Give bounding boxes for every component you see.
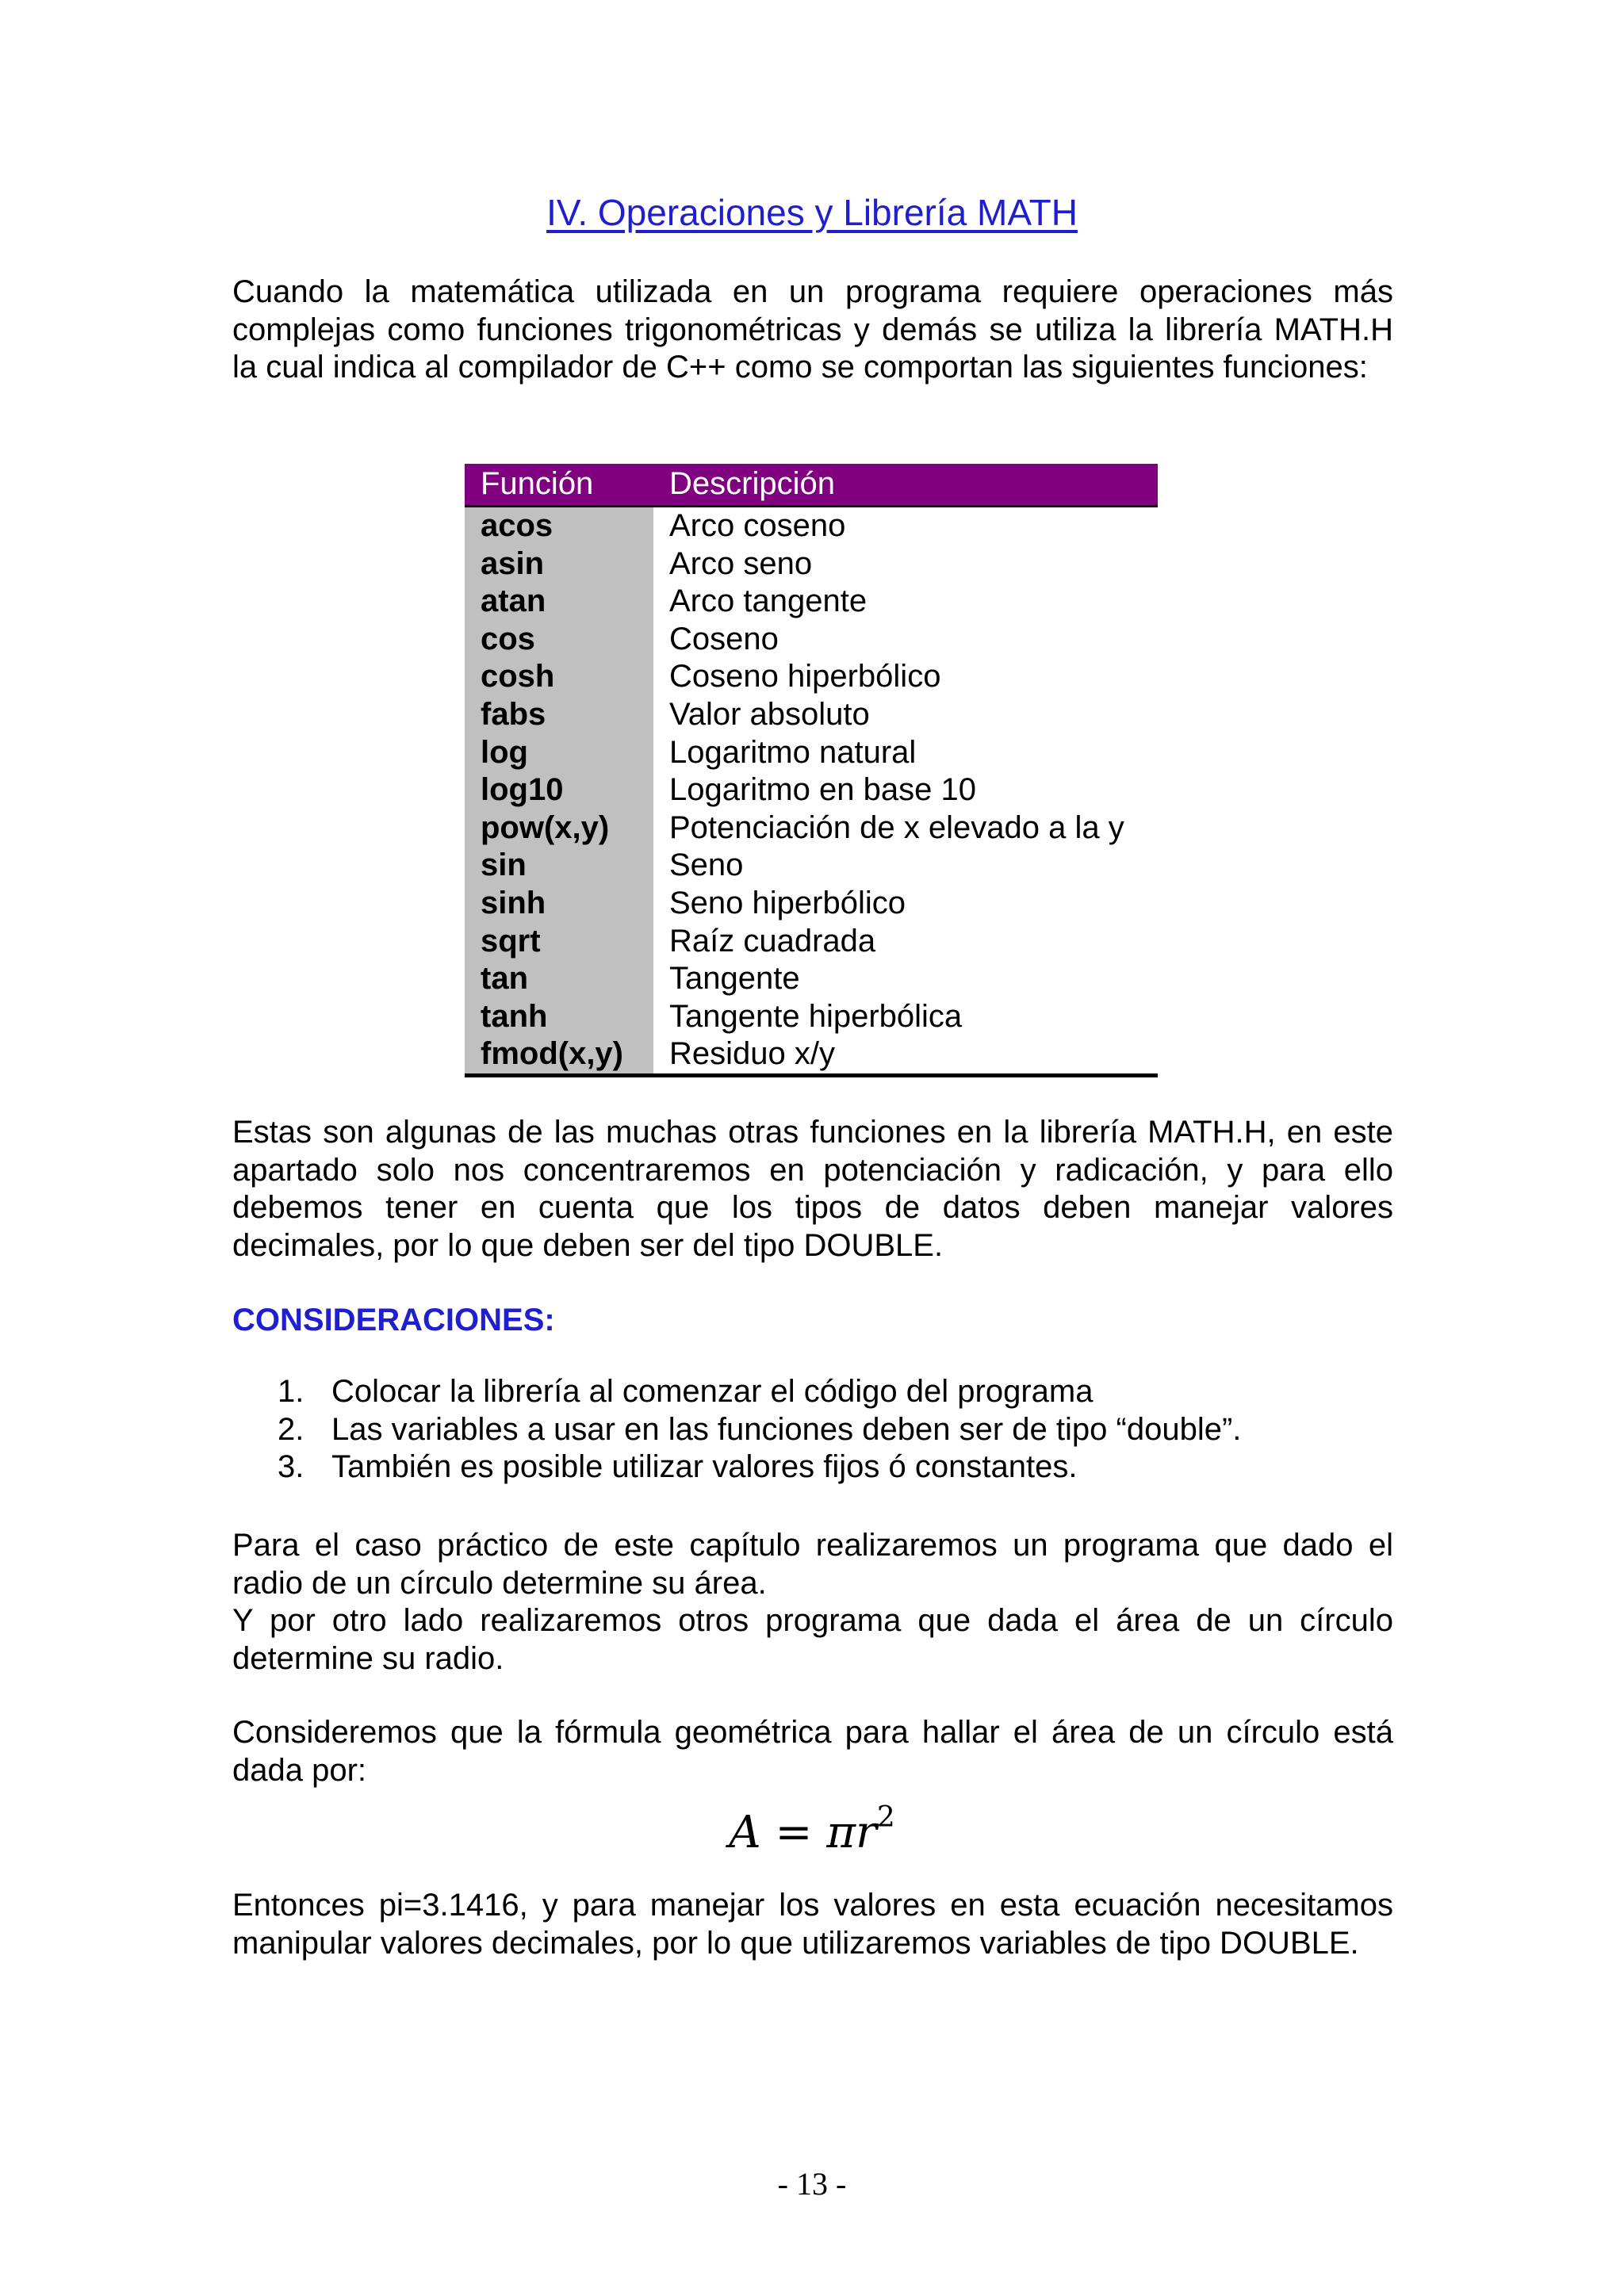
function-description-cell: Tangente [669, 961, 800, 997]
closing-block [232, 1887, 1393, 1962]
function-name-cell: sqrt [465, 923, 653, 961]
formula-exponent: 2 [876, 1801, 895, 1834]
table-body [465, 507, 1158, 1076]
table-row [465, 658, 1158, 696]
formula-lhs: A [729, 1807, 761, 1858]
table-row [465, 696, 1158, 734]
formula-intro-block [232, 1714, 1393, 1789]
table-row [465, 545, 1158, 584]
list-item [278, 1411, 1241, 1449]
list-item-text: También es posible utilizar valores fijos ó constantes. [331, 1449, 1078, 1484]
table-row [465, 923, 1158, 961]
function-description-cell: Seno [669, 848, 744, 883]
function-description-cell: Logaritmo natural [669, 734, 917, 770]
list-item-number: 2. [278, 1411, 304, 1447]
table-row [465, 998, 1158, 1036]
function-name-cell: cos [465, 621, 653, 659]
table-row [465, 885, 1158, 923]
function-name-cell: cosh [465, 658, 653, 696]
intro-paragraph: Cuando la matemática utilizada en un programa requiere operaciones más complejas como funciones trigonométricas y demás se utiliza la librería MATH.H la cual indica al compilador de C++ como se comportan las siguientes funciones: [232, 274, 1393, 385]
math-functions-table [465, 464, 1158, 1077]
function-name-cell: fabs [465, 696, 653, 734]
table-row [465, 1035, 1158, 1075]
formula-intro-paragraph: Consideremos que la fórmula geométrica para hallar el área de un círculo está dada por: [232, 1715, 1393, 1788]
list-item-text: Colocar la librería al comenzar el código del programa [331, 1374, 1094, 1409]
table-row [465, 847, 1158, 885]
area-formula [0, 1790, 1624, 1861]
table-row [465, 960, 1158, 998]
function-description-cell: Arco coseno [669, 508, 846, 543]
list-item-number: 1. [278, 1374, 304, 1409]
intro-block [232, 274, 1393, 387]
function-description-cell: Arco tangente [669, 584, 868, 619]
function-description-cell: Coseno hiperbólico [669, 659, 941, 695]
function-description-cell: Tangente hiperbólica [669, 998, 963, 1034]
considerations-list [278, 1373, 1241, 1487]
function-name-cell: pow(x,y) [465, 809, 653, 848]
table-row [465, 809, 1158, 848]
function-name-cell: asin [465, 545, 653, 584]
closing-paragraph: Entonces pi=3.1416, y para manejar los valores en esta ecuación necesitamos manipular valores decimales, por lo que utilizaremos variables de tipo DOUBLE. [232, 1888, 1393, 1961]
function-name-cell: tanh [465, 998, 653, 1036]
list-item-number: 3. [278, 1449, 304, 1484]
function-description-cell: Logaritmo en base 10 [669, 772, 976, 808]
header-function: Función [465, 464, 653, 507]
function-name-cell: sinh [465, 885, 653, 923]
formula-equals: = [760, 1807, 827, 1858]
list-item-text: Las variables a usar en las funciones deben ser de tipo “double”. [331, 1411, 1242, 1447]
function-name-cell: log [465, 734, 653, 772]
table-row [465, 507, 1158, 545]
table-row [465, 734, 1158, 772]
header-description: Descripción [653, 464, 1158, 507]
table-header-row [465, 464, 1158, 507]
function-description-cell: Residuo x/y [653, 1035, 1158, 1075]
function-description-cell: Seno hiperbólico [669, 885, 906, 920]
table-row [465, 583, 1158, 621]
function-description-cell: Potenciación de x elevado a la y [669, 809, 1124, 845]
after-table-paragraph: Estas son algunas de las muchas otras funciones en la librería MATH.H, en este apartado solo nos concentraremos en potenciación y radicación, y para ello debemos tener en cuenta que los tipos de datos deben manejar valores decimales, por lo que deben ser del tipo DOUBLE. [232, 1115, 1393, 1263]
table-row [465, 621, 1158, 659]
table-row [465, 771, 1158, 809]
function-name-cell: atan [465, 583, 653, 621]
section-title[interactable]: IV. Operaciones y Librería MATH [546, 192, 1078, 233]
list-item [278, 1448, 1241, 1487]
page-number: - 13 - [777, 2166, 847, 2202]
formula-rhs: πr [826, 1807, 877, 1858]
list-item [278, 1373, 1241, 1411]
after-table-block [232, 1114, 1393, 1265]
function-description-cell: Coseno [669, 621, 779, 656]
function-name-cell: acos [465, 507, 653, 545]
function-description-cell: Raíz cuadrada [669, 923, 876, 959]
considerations-heading: CONSIDERACIONES: [232, 1303, 555, 1337]
function-name-cell: tan [465, 960, 653, 998]
function-name-cell: log10 [465, 771, 653, 809]
case-paragraph-2: Y por otro lado realizaremos otros programa que dada el área de un círculo determine su radio. [232, 1603, 1393, 1676]
case-paragraph-1: Para el caso práctico de este capítulo realizaremos un programa que dado el radio de un círculo determine su área. [232, 1528, 1393, 1601]
function-name-cell: sin [465, 847, 653, 885]
function-description-cell: Valor absoluto [669, 696, 870, 732]
case-block [232, 1527, 1393, 1678]
function-description-cell: Arco seno [669, 545, 813, 581]
function-name-cell: fmod(x,y) [465, 1035, 653, 1075]
